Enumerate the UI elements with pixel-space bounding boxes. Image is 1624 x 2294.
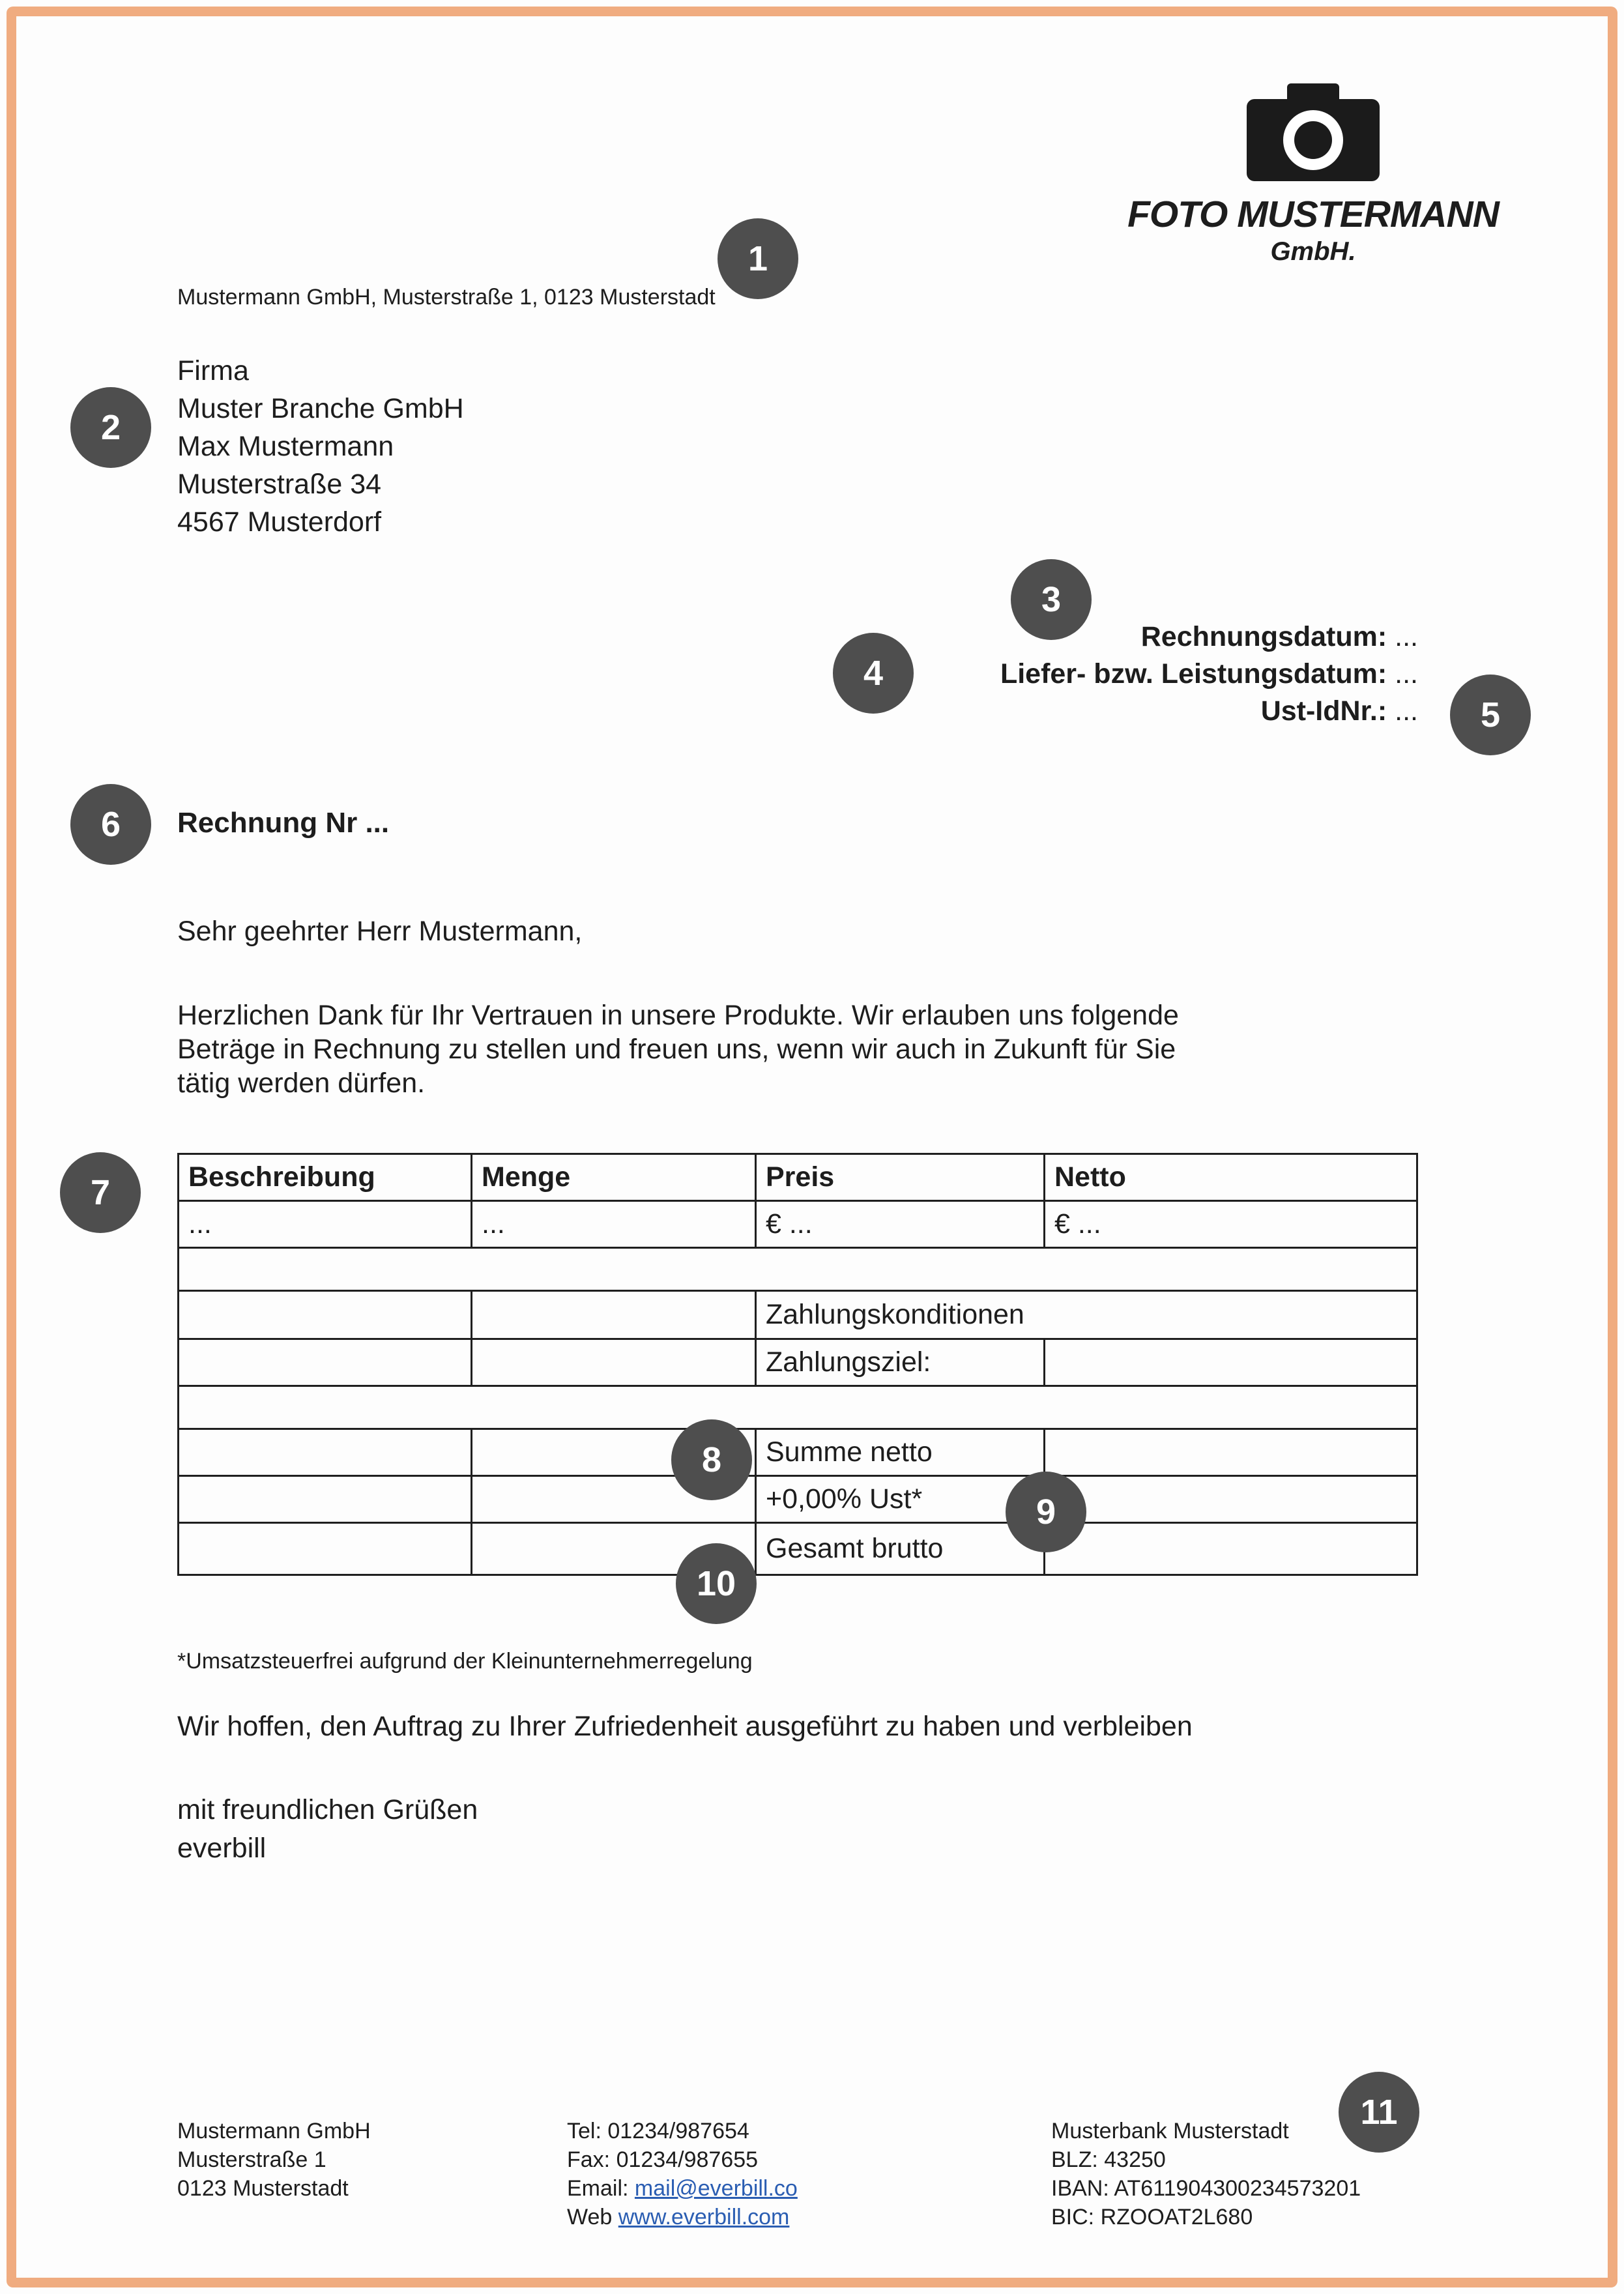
footer-web-line	[567, 2203, 798, 2231]
item-description-cell: ...	[179, 1201, 472, 1248]
item-net-cell: € ...	[1045, 1201, 1417, 1248]
recipient-line-company: Muster Branche GmbH	[177, 393, 464, 424]
footer-email-link[interactable]: mail@everbill.co	[634, 2176, 798, 2201]
logo-company-name: FOTO MUSTERMANN	[1127, 194, 1499, 235]
footer-company-name: Mustermann GmbH	[177, 2119, 371, 2143]
total-gross-label-cell: Gesamt brutto	[756, 1523, 1045, 1575]
recipient-address	[177, 352, 464, 541]
annotation-9-vat: 9	[1006, 1472, 1086, 1552]
footer-company-street: Musterstraße 1	[177, 2147, 326, 2172]
vat-label-cell: +0,00% Ust*	[756, 1476, 1045, 1523]
annotation-7-item-table: 7	[60, 1152, 141, 1233]
col-header-netto: Netto	[1045, 1154, 1417, 1201]
annotation-1-sender-line: 1	[718, 218, 798, 299]
footer-bank-blz: BLZ: 43250	[1051, 2147, 1166, 2172]
sum-net-row	[179, 1429, 1417, 1476]
annotation-4-delivery-date: 4	[833, 633, 914, 714]
invoice-title: Rechnung Nr ...	[177, 807, 390, 839]
camera-icon	[1247, 83, 1380, 188]
annotation-10-total-gross: 10	[676, 1543, 757, 1624]
payment-conditions-cell: Zahlungskonditionen	[756, 1291, 1417, 1339]
footer-web-label: Web	[567, 2205, 618, 2229]
footer-contact	[567, 2117, 798, 2231]
meta-vat-id-value: ...	[1387, 695, 1418, 727]
payment-due-row	[179, 1339, 1417, 1386]
meta-vat-id-label: Ust-IdNr.:	[1260, 695, 1387, 727]
vat-value-cell	[1045, 1476, 1417, 1523]
meta-invoice-date-value: ...	[1387, 621, 1418, 652]
footer-company	[177, 2117, 371, 2203]
empty-cell	[179, 1291, 472, 1339]
item-quantity-cell: ...	[472, 1201, 756, 1248]
annotation-6-invoice-number: 6	[70, 784, 151, 865]
meta-delivery-date-label: Liefer- bzw. Leistungsdatum:	[1000, 658, 1387, 690]
payment-due-label-cell: Zahlungsziel:	[756, 1339, 1045, 1386]
empty-cell	[472, 1291, 756, 1339]
col-header-menge: Menge	[472, 1154, 756, 1201]
intro-line: Herzlichen Dank für Ihr Vertrauen in unsere Produkte. Wir erlauben uns folgende	[177, 1000, 1179, 1031]
sender-line: Mustermann GmbH, Musterstraße 1, 0123 Musterstadt	[177, 285, 716, 310]
logo-company-suffix: GmbH.	[1270, 237, 1356, 266]
sum-net-value-cell	[1045, 1429, 1417, 1476]
invoice-table	[177, 1153, 1418, 1576]
empty-cell	[179, 1429, 472, 1476]
spacer-cell	[179, 1386, 1417, 1429]
meta-invoice-date-label: Rechnungsdatum:	[1140, 621, 1387, 652]
annotation-8-sum-net: 8	[671, 1419, 752, 1500]
footer-tel: Tel: 01234/987654	[567, 2119, 749, 2143]
intro-line: tätig werden dürfen.	[177, 1067, 426, 1099]
item-row	[179, 1201, 1417, 1248]
spacer-row	[179, 1248, 1417, 1291]
recipient-line-firma: Firma	[177, 355, 249, 386]
footer-bank-iban: IBAN: AT611904300234573201	[1051, 2176, 1361, 2201]
meta-delivery-date	[1000, 656, 1418, 693]
item-price-cell: € ...	[756, 1201, 1045, 1248]
annotation-2-recipient: 2	[70, 387, 151, 468]
col-header-preis: Preis	[756, 1154, 1045, 1201]
company-logo	[1118, 83, 1509, 267]
table-header-row	[179, 1154, 1417, 1201]
empty-cell	[179, 1339, 472, 1386]
empty-cell	[179, 1476, 472, 1523]
annotation-5-vat-id: 5	[1450, 675, 1531, 755]
intro-line: Beträge in Rechnung zu stellen und freuen uns, wenn wir auch in Zukunft für Sie	[177, 1034, 1176, 1065]
closing-sentence: Wir hoffen, den Auftrag zu Ihrer Zufriedenheit ausgeführt zu haben und verbleiben	[177, 1711, 1193, 1742]
spacer-cell	[179, 1248, 1417, 1291]
tax-footnote: *Umsatzsteuerfrei aufgrund der Kleinunternehmerregelung	[177, 1649, 753, 1674]
footer-bank	[1051, 2117, 1361, 2231]
total-gross-value-cell	[1045, 1523, 1417, 1575]
footer-fax: Fax: 01234/987655	[567, 2147, 759, 2172]
meta-delivery-date-value: ...	[1387, 658, 1418, 690]
annotation-3-invoice-date: 3	[1011, 559, 1092, 640]
vat-row	[179, 1476, 1417, 1523]
empty-cell	[179, 1523, 472, 1575]
recipient-line-city: 4567 Musterdorf	[177, 506, 382, 538]
empty-cell	[472, 1339, 756, 1386]
total-gross-row	[179, 1523, 1417, 1575]
footer-email-label: Email:	[567, 2176, 635, 2201]
spacer-row	[179, 1386, 1417, 1429]
sum-net-label-cell: Summe netto	[756, 1429, 1045, 1476]
footer-company-city: 0123 Musterstadt	[177, 2176, 349, 2201]
footer-bank-bic: BIC: RZOOAT2L680	[1051, 2205, 1253, 2229]
intro-paragraph	[177, 998, 1179, 1100]
recipient-line-street: Musterstraße 34	[177, 469, 382, 500]
salutation: Sehr geehrter Herr Mustermann,	[177, 916, 583, 947]
signoff-greeting: mit freundlichen Grüßen	[177, 1794, 478, 1825]
signoff-name: everbill	[177, 1833, 267, 1864]
footer-web-link[interactable]: www.everbill.com	[618, 2205, 790, 2229]
footer-email-line	[567, 2174, 798, 2203]
footer-bank-name: Musterbank Musterstadt	[1051, 2119, 1289, 2143]
annotation-11-bank-details: 11	[1339, 2072, 1419, 2153]
signoff	[177, 1791, 478, 1868]
recipient-line-name: Max Mustermann	[177, 431, 394, 462]
col-header-beschreibung: Beschreibung	[179, 1154, 472, 1201]
payment-due-value-cell	[1045, 1339, 1417, 1386]
page-frame	[7, 7, 1617, 2287]
meta-vat-id	[1000, 693, 1418, 730]
payment-conditions-row	[179, 1291, 1417, 1339]
